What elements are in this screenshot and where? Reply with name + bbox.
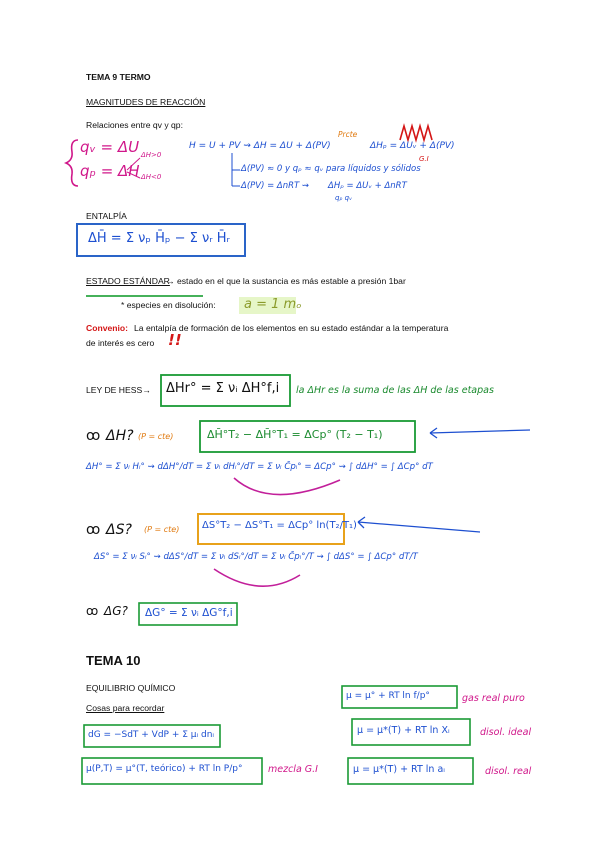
note-gas-real-puro: gas real puro — [462, 693, 525, 704]
hess-formula: ΔHr° = Σ νᵢ ΔH°f,i — [166, 381, 280, 396]
glasses-icon: ꝏ — [86, 522, 101, 538]
activity-formula: a = 1 mₒ — [244, 297, 302, 312]
formula-dg: dG = −SdT + VdP + Σ μᵢ dnᵢ — [88, 730, 215, 740]
section-entalpia: ENTALPÍA — [86, 211, 127, 221]
branch-liquids-solids: Δ(PV) ≈ 0 y qₚ ≈ qᵥ para líquidos y sólidos — [241, 164, 421, 174]
ds-condition: (P = cte) — [144, 525, 180, 534]
note-mezcla-gi: mezcla G.I — [268, 764, 318, 775]
glasses-icon: ꝏ — [86, 428, 101, 444]
hess-label: LEY DE HESS→ — [86, 385, 151, 395]
exclamation-mark: !! — [168, 331, 182, 349]
convenio-text: La entalpía de formación de los elementos en su estado estándar a la temperatura — [134, 323, 449, 333]
section-equilibrio: EQUILIBRIO QUÍMICO — [86, 683, 176, 693]
estado-definition: → estado en el que la sustancia es más estable a presión 1bar — [166, 276, 406, 286]
branch-gases-result: ΔHₚ = ΔUᵥ + ΔnRT — [328, 181, 407, 191]
branch-gases-subscripts: qₚ qᵥ — [335, 194, 353, 202]
gi-note: G.I — [419, 155, 429, 163]
section-magnitudes: MAGNITUDES DE REACCIÓN — [86, 97, 206, 107]
hess-note: la ΔHr es la suma de las ΔH de las etapas — [296, 385, 494, 396]
page-title-tema10: TEMA 10 — [86, 653, 141, 668]
qv-equation: qᵥ = ΔU — [80, 138, 140, 156]
dh-derivation-chain: ΔH° = Σ νᵢ Hᵢ° ⇝ dΔH°/dT = Σ νᵢ dHᵢ°/dT = Σ νᵢ C̄pᵢ° = ΔCp° ⇝ ∫ dΔH° = ∫ ΔCp° dT — [86, 462, 433, 472]
ds-derivation-chain: ΔS° = Σ νᵢ Sᵢ° ⇝ dΔS°/dT = Σ νᵢ dSᵢ°/dT = Σ νᵢ C̄pᵢ°/T ⇝ ∫ dΔS° = ∫ ΔCp° dT/T — [94, 552, 418, 562]
note-disol-real: disol. real — [485, 766, 532, 777]
dg-formula: ΔG° = Σ νᵢ ΔG°f,i — [145, 607, 233, 619]
formula-disol-real: μ = μ*(T) + RT ln aᵢ — [353, 764, 445, 775]
convenio-label: Convenio: — [86, 323, 129, 333]
page-title-tema9: TEMA 9 TERMO — [86, 72, 151, 82]
qp-equation: qₚ = ΔH — [80, 162, 140, 180]
formula-disol-ideal: μ = μ*(T) + RT ln Xᵢ — [357, 725, 450, 736]
dh-negative-note: ΔH<0 — [141, 173, 162, 181]
glasses-icon: ꝏ — [86, 604, 99, 618]
prcte-note: Prcte — [338, 130, 358, 139]
dh-condition: (P = cte) — [138, 432, 174, 441]
branch-gases: Δ(PV) = ΔnRT ⇝ — [241, 181, 310, 191]
section-estado-estandar: ESTADO ESTÁNDAR — [86, 276, 170, 286]
note-disol-ideal: disol. ideal — [480, 727, 532, 738]
dhp-equation: ΔHₚ = ΔUᵥ + Δ(PV) — [370, 141, 455, 151]
entalpia-formula: ΔH̄ = Σ νₚ H̄ₚ − Σ νᵣ H̄ᵣ — [88, 231, 230, 246]
kirchhoff-h-formula: ΔH̄°T₂ − ΔH̄°T₁ = ΔCp° (T₂ − T₁) — [207, 428, 383, 441]
kirchhoff-s-formula: ΔS°T₂ − ΔS°T₁ = ΔCp° ln(T₂/T₁) — [202, 520, 357, 531]
especies-label: * especies en disolución: — [121, 300, 216, 310]
dg-question: ΔG? — [104, 604, 128, 618]
h-chain-equation: H = U + PV ⇝ ΔH = ΔU + Δ(PV) — [189, 141, 331, 151]
dh-positive-note: ΔH>0 — [141, 151, 162, 159]
ds-question: ΔS? — [106, 522, 132, 538]
formula-mezcla-gi: μ(P,T) = μ°(T, teórico) + RT ln P/p° — [86, 764, 243, 774]
formula-gas-real-puro: μ = μ° + RT ln f/p° — [346, 691, 430, 701]
relaciones-label: Relaciones entre qv y qp: — [86, 120, 183, 130]
dh-question: ΔH? — [106, 428, 134, 444]
convenio-text-2: de interés es cero — [86, 338, 155, 348]
cosas-para-recordar: Cosas para recordar — [86, 703, 165, 713]
